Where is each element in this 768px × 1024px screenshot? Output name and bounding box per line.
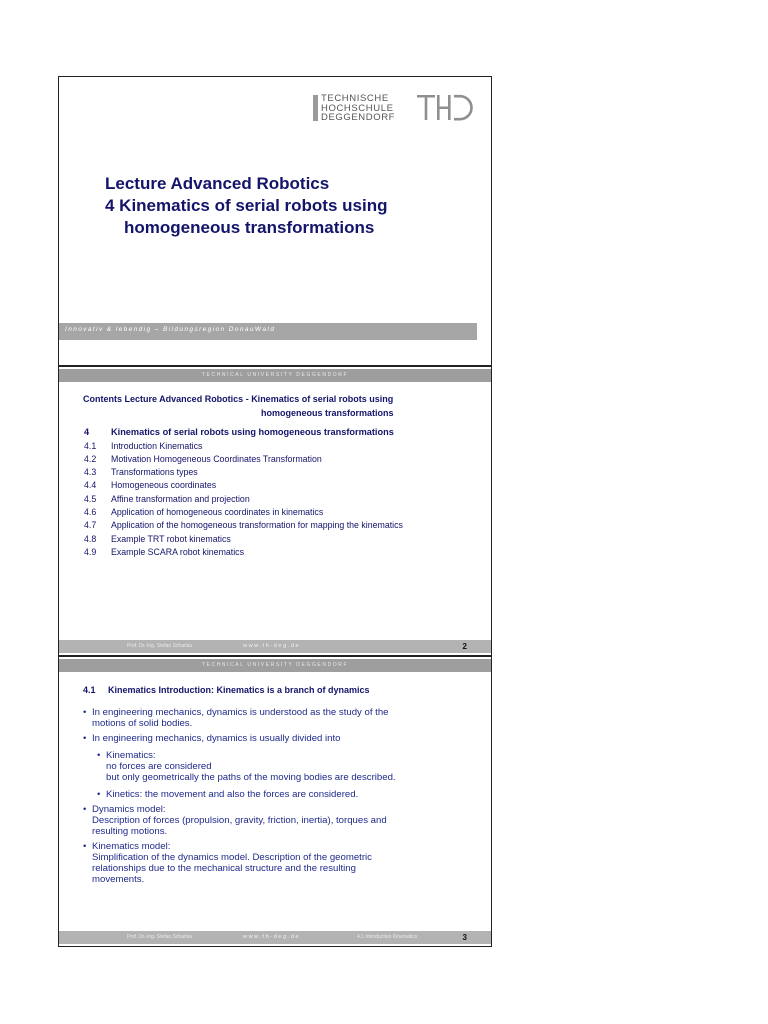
footer-url: www.th-deg.de <box>243 934 301 940</box>
section-number: 4.1 <box>83 685 96 695</box>
toc-item: 4.3 Transformations types <box>84 467 198 478</box>
page-number: 3 <box>462 933 467 942</box>
slogan-text: Innovativ & lebendig – Bildungsregion DonauWald <box>65 326 276 333</box>
title-line-2: 4 Kinematics of serial robots using <box>105 196 388 215</box>
toc-item: 4.6 Application of homogeneous coordinates in kinematics <box>84 506 324 517</box>
slogan-band <box>59 323 477 340</box>
lecture-title <box>105 173 387 239</box>
thd-logo-mark-icon <box>417 93 477 123</box>
footer-band <box>59 640 491 653</box>
bullet-item: • Kinematics model: Simplification of the dynamics model. Description of the geometric relationships due to the mechanical structure and the resulting movements. <box>83 841 483 885</box>
slide-body <box>83 707 483 885</box>
title-slide <box>58 76 492 366</box>
bullet-item: • Dynamics model: Description of forces (propulsion, gravity, friction, inertia), torques and resulting motions. <box>83 804 483 837</box>
page-number: 2 <box>462 642 467 651</box>
footer-section: 4.1 Introduction Kinematics <box>357 934 418 940</box>
toc-item: 4.4 Homogeneous coordinates <box>84 480 217 491</box>
contents-heading <box>83 392 394 420</box>
contents-slide <box>58 366 492 656</box>
toc-item: 4 Kinematics of serial robots using homogeneous transformations <box>84 427 394 437</box>
footer-band <box>59 931 491 944</box>
contents-heading-line-2: homogeneous transformations <box>261 408 394 418</box>
footer-author: Prof. Dr.-Ing. Stefan Scharlau <box>127 643 193 649</box>
bullet-item: • In engineering mechanics, dynamics is usually divided into <box>83 733 483 744</box>
toc-item: 4.1 Introduction Kinematics <box>84 440 203 451</box>
toc-item: 4.2 Motivation Homogeneous Coordinates Transformation <box>84 453 322 464</box>
toc-item: 4.5 Affine transformation and projection <box>84 493 250 504</box>
logo-wordmark: TECHNISCHE HOCHSCHULE DEGGENDORF <box>321 93 396 124</box>
bullet-item: • In engineering mechanics, dynamics is understood as the study of the motions of solid bodies. <box>83 707 483 729</box>
toc-item: 4.8 Example TRT robot kinematics <box>84 533 231 544</box>
slide-heading <box>83 685 370 695</box>
section-title: Kinematics Introduction: Kinematics is a branch of dynamics <box>108 685 370 695</box>
contents-heading-line-1: Contents Lecture Advanced Robotics - Kinematics of serial robots using <box>83 394 394 404</box>
header-band: TECHNICAL UNIVERSITY DEGGENDORF <box>59 659 491 672</box>
logo-bar <box>313 95 318 121</box>
kinematics-intro-slide <box>58 656 492 947</box>
title-line-1: Lecture Advanced Robotics <box>105 174 330 193</box>
table-of-contents <box>84 425 403 559</box>
header-band: TECHNICAL UNIVERSITY DEGGENDORF <box>59 369 491 382</box>
sub-bullet-item: • Kinematics: no forces are considered but only geometrically the paths of the moving bodies are described. <box>97 750 483 783</box>
sub-bullet-item: • Kinetics: the movement and also the forces are considered. <box>97 789 483 800</box>
university-logo <box>313 93 477 123</box>
footer-url: www.th-deg.de <box>243 643 301 649</box>
title-line-3: homogeneous transformations <box>124 218 375 237</box>
toc-item: 4.7 Application of the homogeneous transformation for mapping the kinematics <box>84 520 403 531</box>
toc-item: 4.9 Example SCARA robot kinematics <box>84 546 244 557</box>
footer-author: Prof. Dr.-Ing. Stefan Scharlau <box>127 934 193 940</box>
